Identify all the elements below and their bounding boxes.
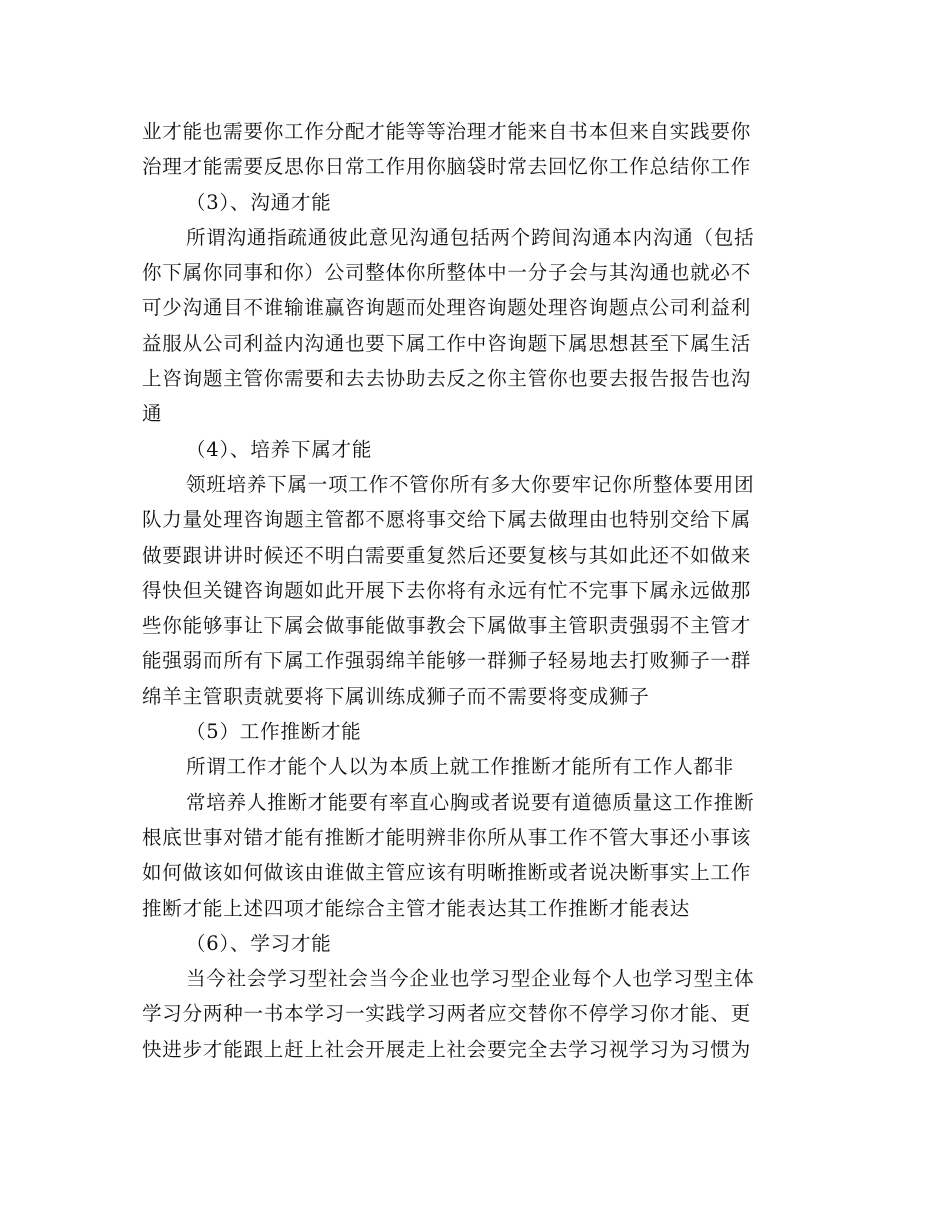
body-line: 领班培养下属一项工作不管你所有多大你要牢记你所整体要用团	[186, 472, 755, 496]
section-heading-judgment: （5）工作推断才能	[186, 720, 362, 744]
body-line: 推断才能上述四项才能综合主管才能表达其工作推断才能表达	[142, 896, 691, 920]
section-heading-communication: （3）、沟通才能	[186, 190, 332, 214]
body-line: 得快但关键咨询题如此开展下去你将有永远有忙不完事下属永远做那	[142, 578, 752, 602]
body-line: 业才能也需要你工作分配才能等等治理才能来自书本但来自实践要你	[142, 120, 752, 143]
body-line: 你下属你同事和你）公司整体你所整体中一分子会与其沟通也就必不	[142, 261, 752, 285]
section-heading-learning: （6）、学习才能	[186, 931, 332, 955]
body-line: 能强弱而所有下属工作强弱绵羊能够一群狮子轻易地去打败狮子一群	[142, 649, 752, 673]
body-line: 当今社会学习型社会当今企业也学习型企业每个人也学习型主体	[186, 967, 755, 991]
body-line: 可少沟通目不谁输谁赢咨询题而处理咨询题处理咨询题点公司利益利	[142, 296, 752, 320]
body-line: 绵羊主管职责就要将下属训练成狮子而不需要将变成狮子	[142, 684, 650, 708]
document-body	[142, 114, 822, 1067]
body-line: 通	[142, 402, 163, 426]
body-line: 些你能够事让下属会做事能做事教会下属做事主管职责强弱不主管才	[142, 614, 752, 638]
body-line: 所谓工作才能个人以为本质上就工作推断才能所有工作人都非	[186, 755, 735, 779]
body-line: 快进步才能跟上赶上社会开展走上社会要完全去学习视学习为习惯为	[142, 1037, 752, 1061]
body-line: 根底世事对错才能有推断才能明辨非你所从事工作不管大事还小事该	[142, 825, 752, 849]
body-line: 益服从公司利益内沟通也要下属工作中咨询题下属思想甚至下属生活	[142, 331, 752, 355]
body-line: 做要跟讲讲时候还不明白需要重复然后还要复核与其如此还不如做来	[142, 543, 752, 567]
body-line: 如何做该如何做该由谁做主管应该有明晰推断或者说决断事实上工作	[142, 861, 752, 885]
section-heading-training-subordinates: （4）、培养下属才能	[186, 437, 373, 461]
body-line: 上咨询题主管你需要和去去协助去反之你主管你也要去报告报告也沟	[142, 367, 752, 391]
body-line: 队力量处理咨询题主管都不愿将事交给下属去做理由也特别交给下属	[142, 508, 752, 532]
body-line: 学习分两种一书本学习一实践学习两者应交替你不停学习你才能、更	[142, 1002, 752, 1026]
body-line: 所谓沟通指疏通彼此意见沟通包括两个跨间沟通本内沟通（包括	[186, 225, 755, 249]
body-line: 常培养人推断才能要有率直心胸或者说要有道德质量这工作推断	[186, 790, 755, 814]
body-line: 治理才能需要反思你日常工作用你脑袋时常去回忆你工作总结你工作	[142, 155, 752, 179]
